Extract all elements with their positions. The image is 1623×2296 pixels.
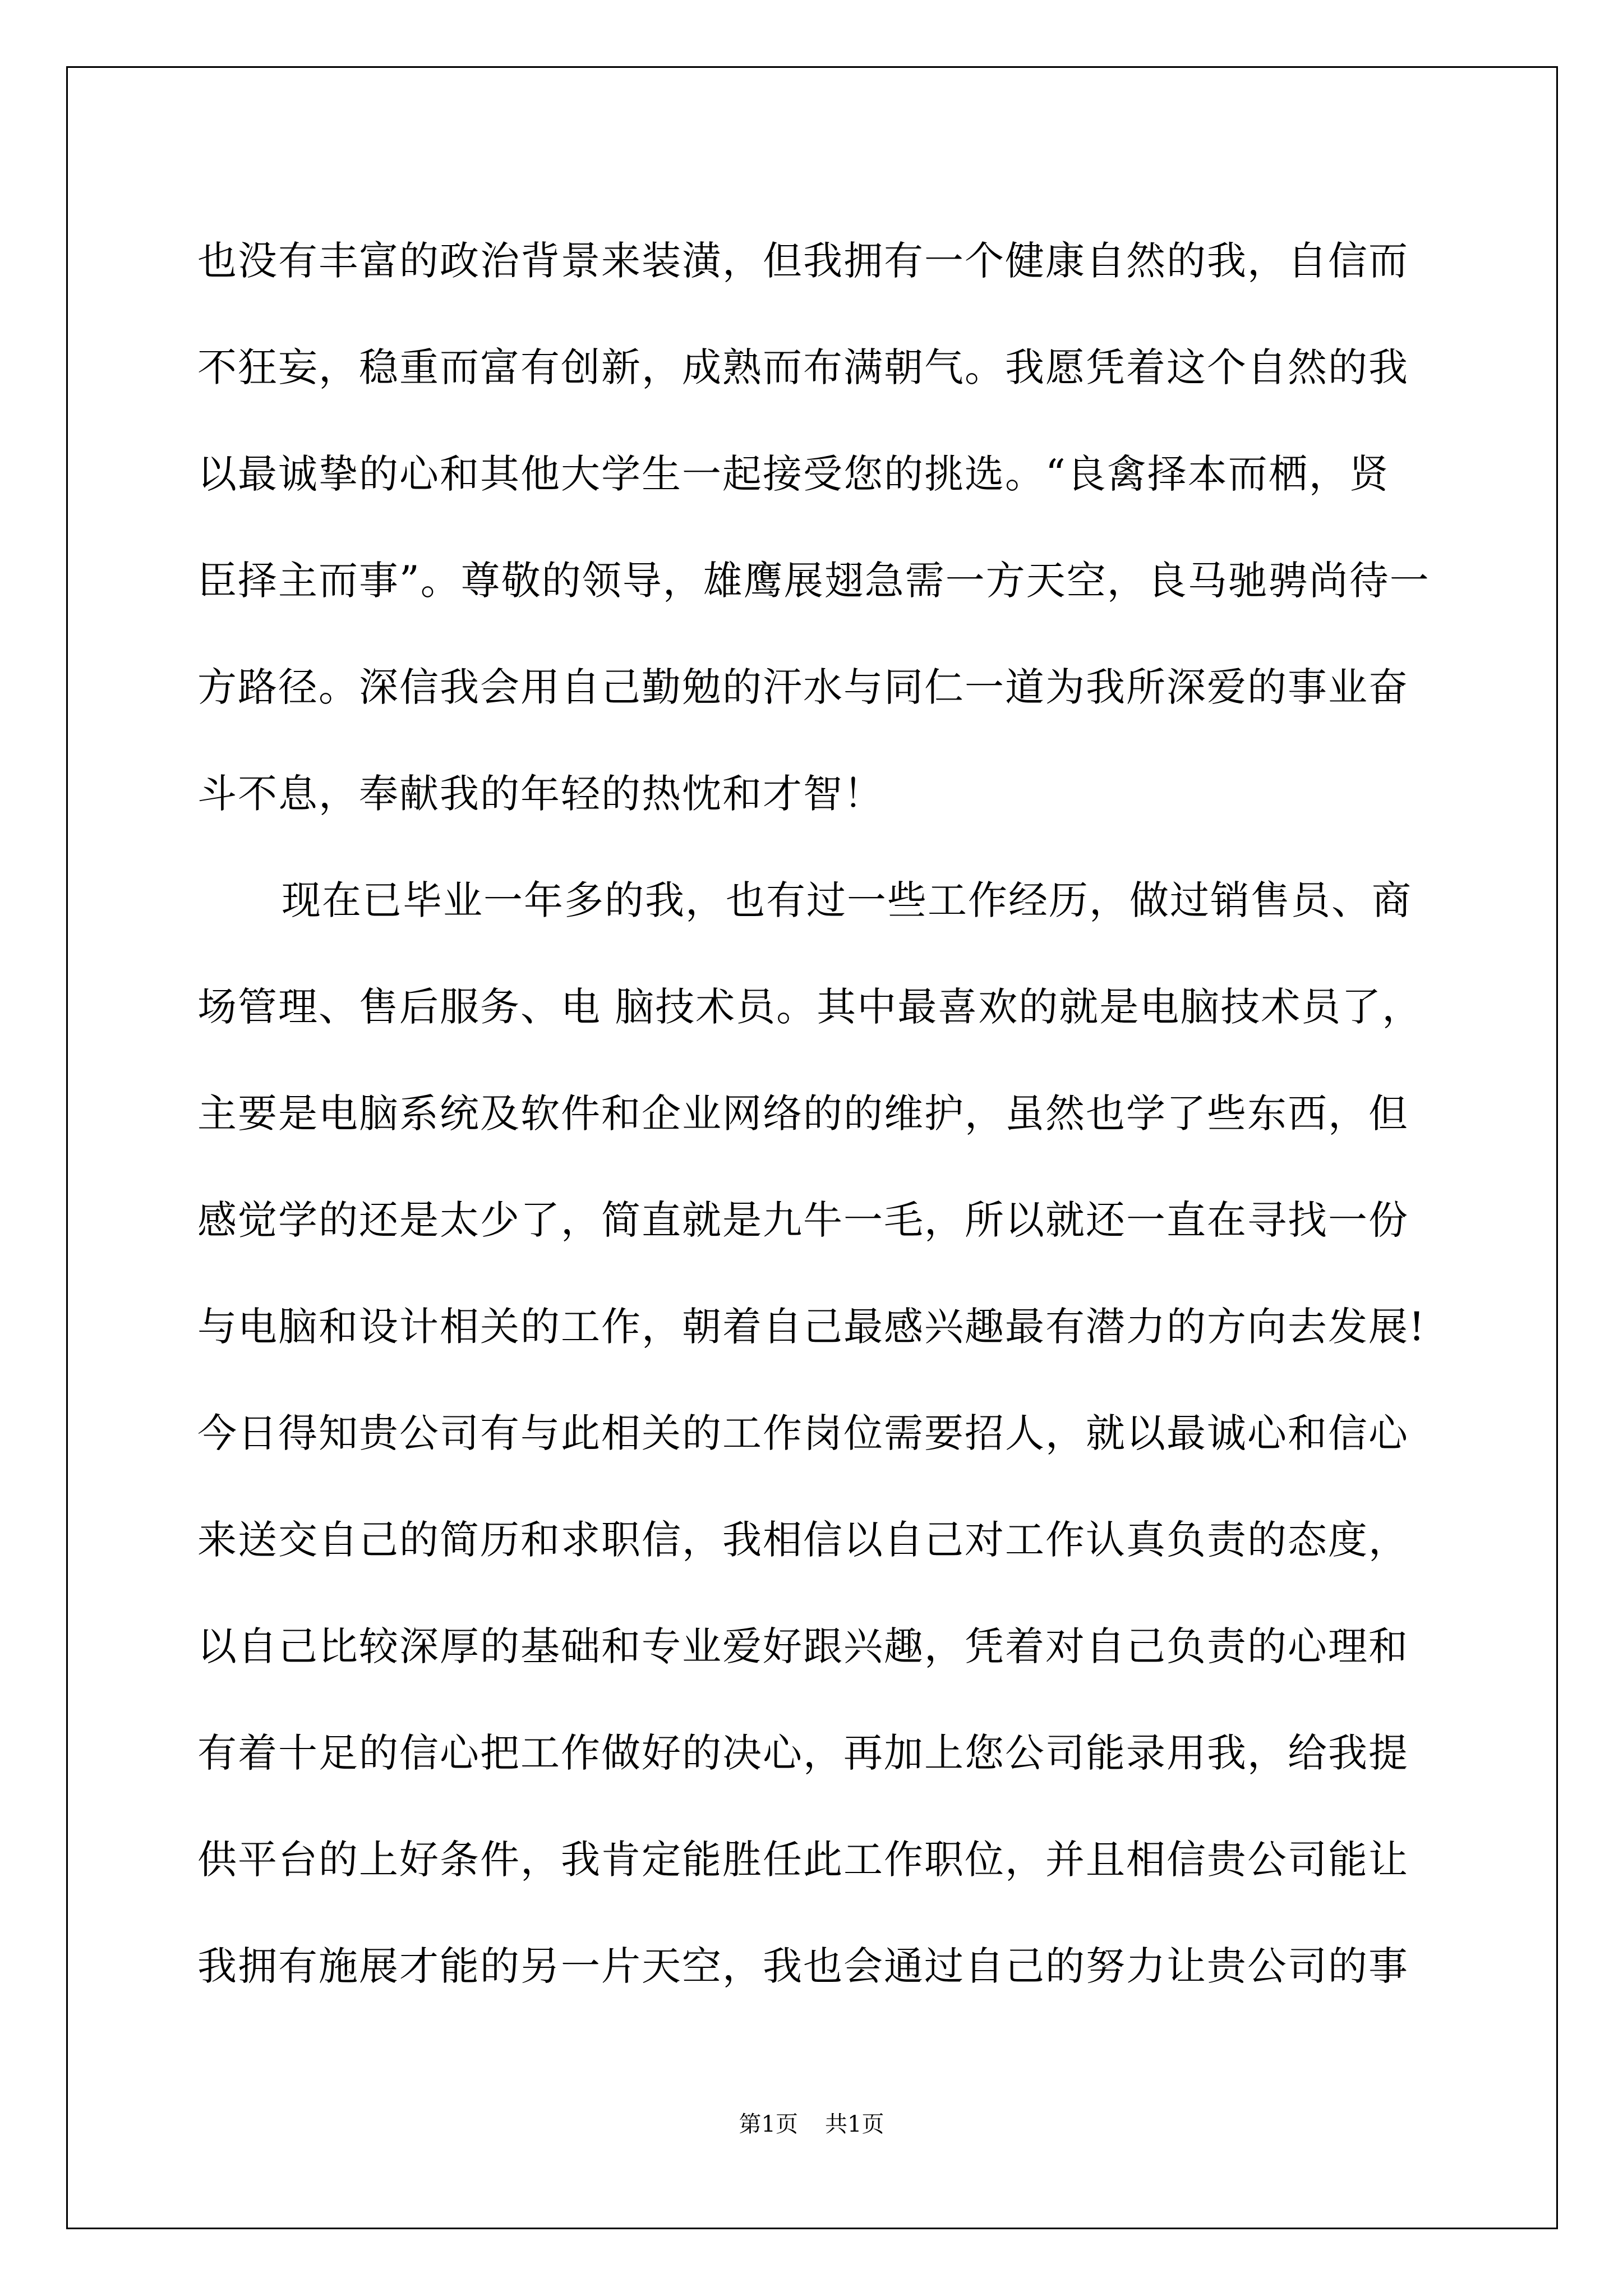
text-line: 现在已毕业一年多的我，也有过一些工作经历，做过销售员、商 xyxy=(282,877,1412,923)
page-number: 第1页 xyxy=(739,2111,798,2137)
text-line: 不狂妄，稳重而富有创新，成熟而布满朝气。我愿凭着这个自然的我 xyxy=(197,344,1409,390)
text-line: 来送交自己的简历和求职信，我相信以自己对工作认真负责的态度， xyxy=(197,1517,1409,1563)
text-line: 有着十足的信心把工作做好的决心，再加上您公司能录用我，给我提 xyxy=(197,1730,1409,1776)
page-total: 共1页 xyxy=(825,2111,884,2137)
text-line: 斗不息，奉献我的年轻的热忱和才智！ xyxy=(197,771,884,817)
text-line: 我拥有施展才能的另一片天空，我也会通过自己的努力让贵公司的事 xyxy=(197,1943,1409,1989)
text-line: 方路径。深信我会用自己勤勉的汗水与同仁一道为我所深爱的事业奋 xyxy=(197,664,1409,710)
text-line: 主要是电脑系统及软件和企业网络的的维护，虽然也学了些东西，但 xyxy=(197,1091,1409,1137)
text-line: 臣择主而事”。尊敬的领导，雄鹰展翅急需一方天空，良马驰骋尚待一 xyxy=(197,558,1430,604)
document-body xyxy=(197,208,1459,2019)
text-line: 与电脑和设计相关的工作，朝着自己最感兴趣最有潜力的方向去发展! xyxy=(197,1304,1426,1350)
text-line: 场管理、售后服务、电 脑技术员。其中最喜欢的就是电脑技术员了， xyxy=(197,984,1423,1030)
text-line: 今日得知贵公司有与此相关的工作岗位需要招人，就以最诚心和信心 xyxy=(197,1410,1409,1456)
page-footer xyxy=(0,2106,1623,2138)
text-line: 也没有丰富的政治背景来装潢，但我拥有一个健康自然的我，自信而 xyxy=(197,238,1409,284)
text-line: 供平台的上好条件，我肯定能胜任此工作职位，并且相信贵公司能让 xyxy=(197,1837,1409,1883)
text-line: 以自己比较深厚的基础和专业爱好跟兴趣，凭着对自己负责的心理和 xyxy=(197,1623,1409,1669)
text-line: 以最诚挚的心和其他大学生一起接受您的挑选。“良禽择本而栖，贤 xyxy=(197,451,1390,497)
text-line: 感觉学的还是太少了，简直就是九牛一毛，所以就还一直在寻找一份 xyxy=(197,1197,1409,1243)
